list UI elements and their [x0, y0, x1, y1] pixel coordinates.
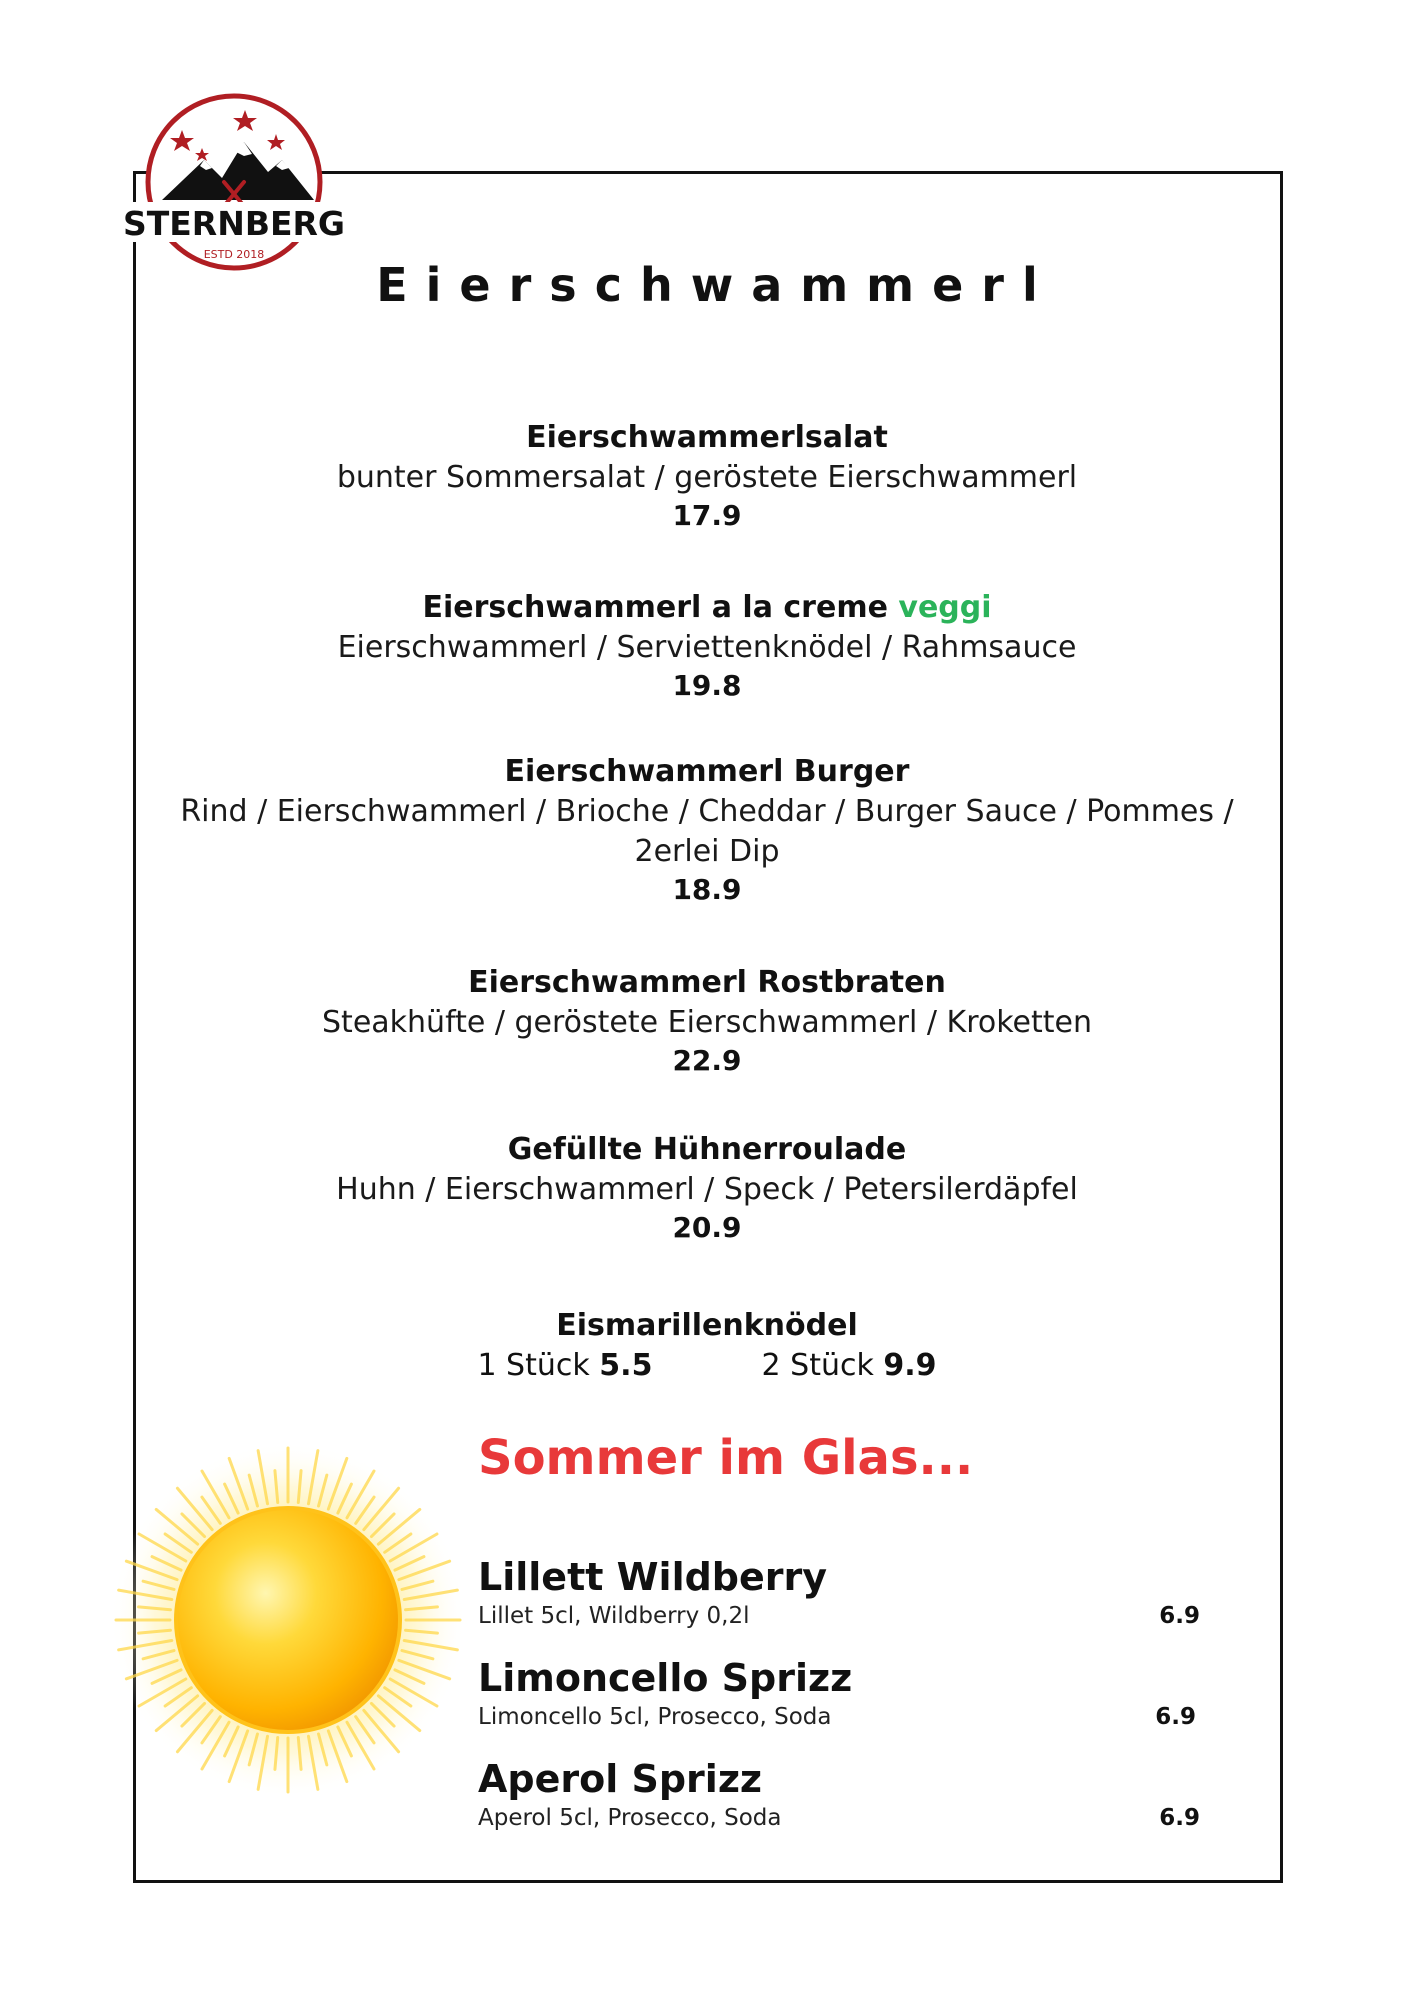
drink-item	[478, 1756, 1238, 1834]
drink-item	[478, 1554, 1238, 1632]
logo-brand-text: STERNBERG	[122, 204, 346, 243]
sternberg-logo	[122, 90, 346, 280]
dish-name: Eierschwammerlsalat	[526, 420, 888, 455]
portion-option-label: 1 Stück	[477, 1348, 590, 1383]
drinks-heading: Sommer im Glas...	[478, 1430, 974, 1486]
drink-description: Aperol 5cl, Prosecco, Soda	[478, 1805, 782, 1831]
dish-description: Steakhüfte / geröstete Eierschwammerl / Kroketten	[322, 1005, 1092, 1040]
drink-item	[478, 1655, 1238, 1733]
portion-option-label: 2 Stück	[761, 1348, 874, 1383]
dish-description-line1: Rind / Eierschwammerl / Brioche / Cheddar / Burger Sauce / Pommes /	[180, 794, 1234, 829]
dish-name: Eierschwammerl Burger	[504, 754, 910, 789]
dish-description: Huhn / Eierschwammerl / Speck / Petersilerdäpfel	[336, 1172, 1078, 1207]
drink-name: Lillett Wildberry	[478, 1555, 828, 1599]
dish-name: Gefüllte Hühnerroulade	[507, 1132, 907, 1167]
dish-item	[160, 418, 1254, 534]
drink-name: Aperol Sprizz	[478, 1757, 763, 1801]
dish-item	[160, 752, 1254, 908]
dish-price: 19.8	[672, 669, 742, 702]
dish-price: 20.9	[672, 1211, 742, 1244]
portion-option-price: 5.5	[599, 1348, 653, 1383]
dish-portion-options	[160, 1346, 1254, 1386]
drink-description: Limoncello 5cl, Prosecco, Soda	[478, 1704, 832, 1730]
dish-price: 18.9	[672, 873, 742, 906]
drink-description: Lillet 5cl, Wildberry 0,2l	[478, 1603, 750, 1629]
drink-name: Limoncello Sprizz	[478, 1656, 853, 1700]
dish-item	[160, 1306, 1254, 1386]
drink-price: 6.9	[1159, 1805, 1200, 1831]
dish-price: 17.9	[672, 499, 742, 532]
portion-option-price: 9.9	[883, 1348, 937, 1383]
sun-icon	[108, 1440, 468, 1800]
dish-name	[160, 588, 1254, 628]
veggi-badge: veggi	[898, 590, 992, 625]
dish-name-text: Eierschwammerl a la creme	[422, 590, 888, 625]
dish-item	[160, 588, 1254, 704]
dish-name: Eismarillenknödel	[556, 1308, 858, 1343]
drink-price: 6.9	[1159, 1603, 1200, 1629]
dish-name: Eierschwammerl Rostbraten	[468, 965, 946, 1000]
dish-description-line2: 2erlei Dip	[634, 834, 780, 869]
dish-item	[160, 963, 1254, 1079]
page-title: Eierschwammerl	[376, 258, 1056, 312]
dish-description: bunter Sommersalat / geröstete Eierschwammerl	[336, 460, 1078, 495]
dish-price: 22.9	[672, 1044, 742, 1077]
drink-price: 6.9	[1155, 1704, 1196, 1730]
dish-description: Eierschwammerl / Serviettenknödel / Rahmsauce	[337, 630, 1077, 665]
dish-item	[160, 1130, 1254, 1246]
logo-established-text: ESTD 2018	[203, 248, 265, 261]
